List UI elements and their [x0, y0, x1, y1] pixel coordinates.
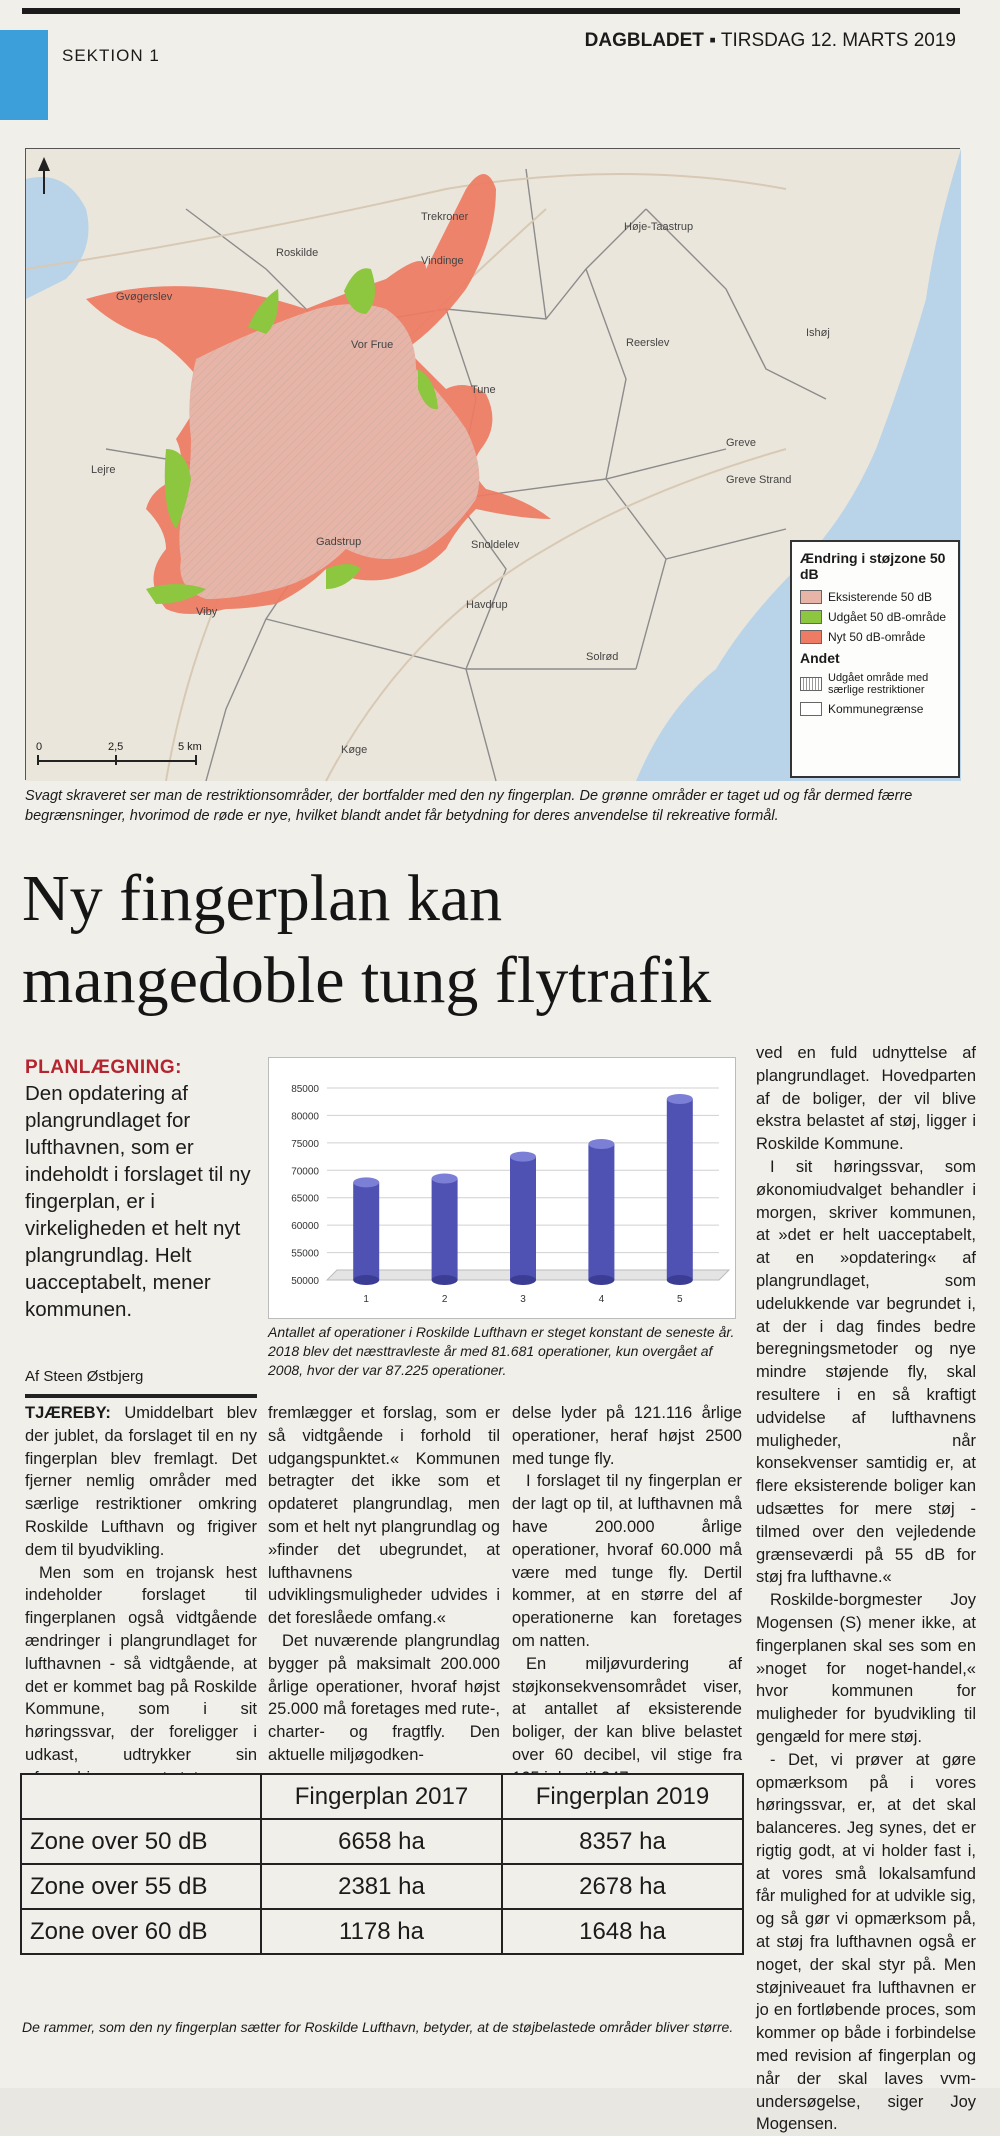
chart-y-tick-label: 70000: [291, 1166, 319, 1178]
map-place-label: Ishøj: [806, 327, 830, 339]
chart-y-tick-label: 60000: [291, 1221, 319, 1233]
chart-bar: [432, 1179, 458, 1280]
lead-paragraph: Den opdatering af plangrundlaget for lufthavnen, som er indeholdt i forslaget til ny fingerplan, er i virkeligheden et helt nyt plangrundlag. Helt uacceptabelt, mener kommunen.: [25, 1082, 251, 1321]
scale-label-mid: 2,5: [108, 741, 124, 753]
scale-label-zero: 0: [36, 741, 43, 753]
table-cell-zone: Zone over 60 dB: [21, 1909, 261, 1954]
legend-label: Nyt 50 dB-område: [828, 630, 926, 644]
chart-bar-top: [432, 1174, 458, 1184]
map-caption: Svagt skraveret ser man de restriktionsområder, der bortfalder med den ny fingerplan. De grønne områder er taget ud og får dermed færre begrænsninger, hvorimod de røde er nye, hvilket blandt andet får betydning for deres anvendelse til rekreative formål.: [25, 788, 913, 824]
legend-swatch-border: [800, 702, 822, 716]
table-header-row: [21, 1774, 743, 1819]
article-paragraph: ved en fuld udnyttelse af plangrundlaget. Hovedparten af de boliger, der vil blive ekstra belastet af støj, ligger i Roskilde Kommune.: [756, 1044, 976, 1154]
legend-item: [800, 630, 950, 644]
chart-bar-base: [667, 1275, 693, 1285]
article-column-3: [512, 1402, 742, 1790]
chart-bar: [510, 1157, 536, 1280]
map-place-label: Snoldelev: [471, 539, 520, 551]
table-cell-2017: 6658 ha: [261, 1819, 502, 1864]
map-place-label: Vor Frue: [351, 339, 394, 351]
masthead-rule: [22, 8, 960, 14]
chart-y-tick-label: 65000: [291, 1193, 319, 1205]
article-paragraph: fremlægger et forslag, som er så vidtgående i forhold til udgangspunktet.« Kommunen betragter det ikke som et opdateret plangrundlag, men som et helt nyt plangrundlag og »finder det ubegrundet, at lufthavnens udviklingsmuligheder udvides i det foreslåede omfang.«: [268, 1404, 500, 1628]
publication-date: TIRSDAG 12. MARTS 2019: [720, 30, 956, 51]
table-header-cell: Fingerplan 2017: [261, 1774, 502, 1819]
chart-y-tick-label: 55000: [291, 1248, 319, 1260]
legend-label: Kommunegrænse: [828, 702, 924, 716]
chart-x-tick-label: 4: [598, 1294, 605, 1305]
legend-title: Ændring i støjzone 50 dB: [800, 550, 946, 582]
chart-bar-top: [588, 1139, 614, 1149]
map-place-label: Reerslev: [626, 337, 670, 349]
article-column-1: [25, 1402, 257, 1790]
dateline: TJÆREBY:: [25, 1404, 111, 1422]
chart-bar-base: [432, 1275, 458, 1285]
table-row: [21, 1909, 743, 1954]
legend-other-title: Andet: [800, 650, 840, 666]
table-cell-zone: Zone over 55 dB: [21, 1864, 261, 1909]
map-place-label: Køge: [341, 744, 368, 756]
article-column-2: [268, 1402, 500, 1767]
table-cell-2017: 1178 ha: [261, 1909, 502, 1954]
headline: [22, 858, 982, 1022]
table-row: [21, 1864, 743, 1909]
article-paragraph: En miljøvurdering af støjkonsekvensområdet viser, at antallet af eksisterende boliger, der kan blive belastet over 60 decibel, vil stige fra: [512, 1654, 742, 1764]
article-paragraph: Det nuværende plangrundlag bygger på maksimalt 200.000 årlige operationer, hvoraf højst 25.000 må foretages med rute-, charter- og fragtfly. Den aktuelle miljøgodken-: [268, 1631, 500, 1764]
table-header-cell: Fingerplan 2019: [502, 1774, 743, 1819]
byline-rule: [25, 1394, 257, 1398]
article-paragraph: - Det, vi prøver at gøre opmærksom på i vores høringssvar, er, at det skal balanceres. Jeg synes, det er rigtig godt, at vi holder fast i, at vores små lokalsamfund får mulighed for at udvikle sig, og så gør vi opmærksom på, at støj fra lufthavnen også er noget, der skal styr på. Men støjniveauet fra lufthavnen er jo en fortløbende proces, som kommer op både i forbindelse med revision af fingerplan og når der skal laves vvm-undersøgelse, siger Joy Mogensen.: [756, 1750, 976, 2134]
map-legend: [790, 540, 960, 778]
map-place-label: Gadstrup: [316, 536, 362, 548]
chart-x-tick-label: 5: [677, 1294, 683, 1305]
byline: Af Steen Østbjerg: [25, 1368, 144, 1385]
article-paragraph: delse lyder på 121.116 årlige operationer, heraf højst 2500 med tunge fly.: [512, 1404, 742, 1468]
chart-y-tick-label: 85000: [291, 1084, 319, 1095]
map-place-label: Tune: [471, 384, 496, 396]
legend-item: [800, 590, 950, 604]
map-place-label: Gvøgerslev: [116, 291, 173, 303]
legend-item: [800, 702, 950, 716]
map-place-label: Høje-Taastrup: [624, 221, 694, 233]
headline-line-1: Ny fingerplan kan: [22, 862, 503, 935]
legend-swatch-new: [800, 630, 822, 644]
legend-swatch-hatched: [800, 677, 822, 691]
legend-item: [800, 610, 950, 624]
headline-line-2: mangedoble tung flytrafik: [22, 944, 712, 1017]
map-place-label: Viby: [196, 606, 218, 618]
chart-bar-top: [510, 1152, 536, 1162]
chart-graphic: [269, 1058, 737, 1320]
paragraph-text: Umiddelbart blev der jublet, da forslaget til en ny fingerplan blev fremlagt. Det fjerner nemlig områder med særlige restriktioner omkring Roskilde Lufthavn og frigiver dem til byudvikling.: [25, 1404, 257, 1559]
map-place-label: Greve: [726, 437, 756, 449]
chart-bar: [588, 1144, 614, 1280]
table-cell-2019: 2678 ha: [502, 1864, 743, 1909]
article-paragraph: I forslaget til ny fingerplan er der lagt op til, at lufthavnen må have 200.000 årlige operationer, hvoraf 60.000 må være med tunge fly. Dertil kommer, at en større del af operationerne kan foretages om natten.: [512, 1472, 742, 1650]
article-paragraph: Men som en trojansk hest indeholder forslaget til fingerplanen også vidtgående ændringer i plangrundlaget for lufthavnen - så vidtgående, at det er kommet bag på Roskilde Kommune, som i sit høringssvar, der foreligger i udkast, udtrykker sin: [25, 1563, 257, 1764]
noise-zone-table: [20, 1773, 744, 1955]
table-cell-zone: Zone over 50 dB: [21, 1819, 261, 1864]
publication-header: [585, 30, 956, 52]
legend-swatch-existing: [800, 590, 822, 604]
article-column-4: [756, 1042, 976, 2136]
legend-label: Udgået område med særlige restriktioner: [828, 672, 929, 696]
chart-x-tick-label: 2: [441, 1294, 448, 1305]
header-separator: ▪: [709, 30, 721, 51]
map-place-label: Solrød: [586, 651, 619, 663]
map-place-label: Lejre: [91, 464, 116, 476]
map-place-label: Havdrup: [466, 599, 508, 611]
table-cell-2017: 2381 ha: [261, 1864, 502, 1909]
chart-bar-base: [588, 1275, 614, 1285]
article-paragraph: [25, 1402, 257, 1562]
chart-y-tick-label: 75000: [291, 1138, 319, 1150]
chart-caption: Antallet af operationer i Roskilde Lufthavn er steget konstant de seneste år. 2018 blev det næsttravleste år med 81.681 operationer, kun overgået af 2008, hvor der var 87.225 operationer.: [268, 1324, 735, 1378]
legend-label: Udgået 50 dB-område: [828, 610, 947, 624]
table-header-cell: [21, 1774, 261, 1819]
article-paragraph: Roskilde-borgmester Joy Mogensen (S) mener ikke, at fingerplanen skal ses som en »noget for noget-handel,« hvor kommunen for muligheder for byudvikling til gengæld for mere støj.: [756, 1591, 976, 1746]
legend-swatch-removed: [800, 610, 822, 624]
chart-bar-base: [510, 1275, 536, 1285]
table-caption: De rammer, som den ny fingerplan sætter for Roskilde Lufthavn, betyder, at de støjbelastede områder bliver større.: [22, 2019, 734, 2035]
section-label: SEKTION 1: [62, 46, 160, 65]
chart-bar: [353, 1182, 379, 1280]
section-color-tab: [0, 30, 48, 120]
map-place-label: Trekroner: [421, 211, 469, 223]
kicker: PLANLÆGNING:: [25, 1057, 182, 1078]
chart-bar-top: [353, 1177, 379, 1187]
map-place-label: Vindinge: [421, 255, 464, 267]
map-place-label: Roskilde: [276, 247, 319, 259]
operations-chart: [268, 1057, 736, 1319]
chart-y-tick-label: 50000: [291, 1276, 319, 1287]
map-place-label: Greve Strand: [726, 474, 792, 486]
article-paragraph: I sit høringssvar, som økonomiudvalget behandler i morgen, skriver kommunen, at »det er helt uacceptabelt, at en »opdatering« af plangrundlaget, som udelukkende var begrundet i, at der i dag findes bedre beregningsmetoder og nye mindre støjende fly, skal resultere i en så kraftigt udvidelse af lufthavnens muligheder, når konsekvenser samtidig er, at flere eksisterende boliger kan udsættes for mere støj - tilmed over den vejledende grænseværdi på 55 dB for støj fra lufthavne.«: [756, 1157, 976, 1587]
legend-label: Eksisterende 50 dB: [828, 590, 933, 604]
legend-item: [800, 672, 950, 696]
publication-name: DAGBLADET: [584, 30, 704, 51]
chart-y-tick-label: 80000: [291, 1111, 319, 1123]
scale-label-end: 5 km: [178, 741, 202, 753]
table-cell-2019: 1648 ha: [502, 1909, 743, 1954]
chart-x-tick-label: 1: [363, 1294, 369, 1305]
chart-bar: [667, 1099, 693, 1280]
table-cell-2019: 8357 ha: [502, 1819, 743, 1864]
chart-x-tick-label: 3: [520, 1294, 526, 1305]
chart-bar-top: [667, 1094, 693, 1104]
table-row: [21, 1819, 743, 1864]
chart-bar-base: [353, 1275, 379, 1285]
